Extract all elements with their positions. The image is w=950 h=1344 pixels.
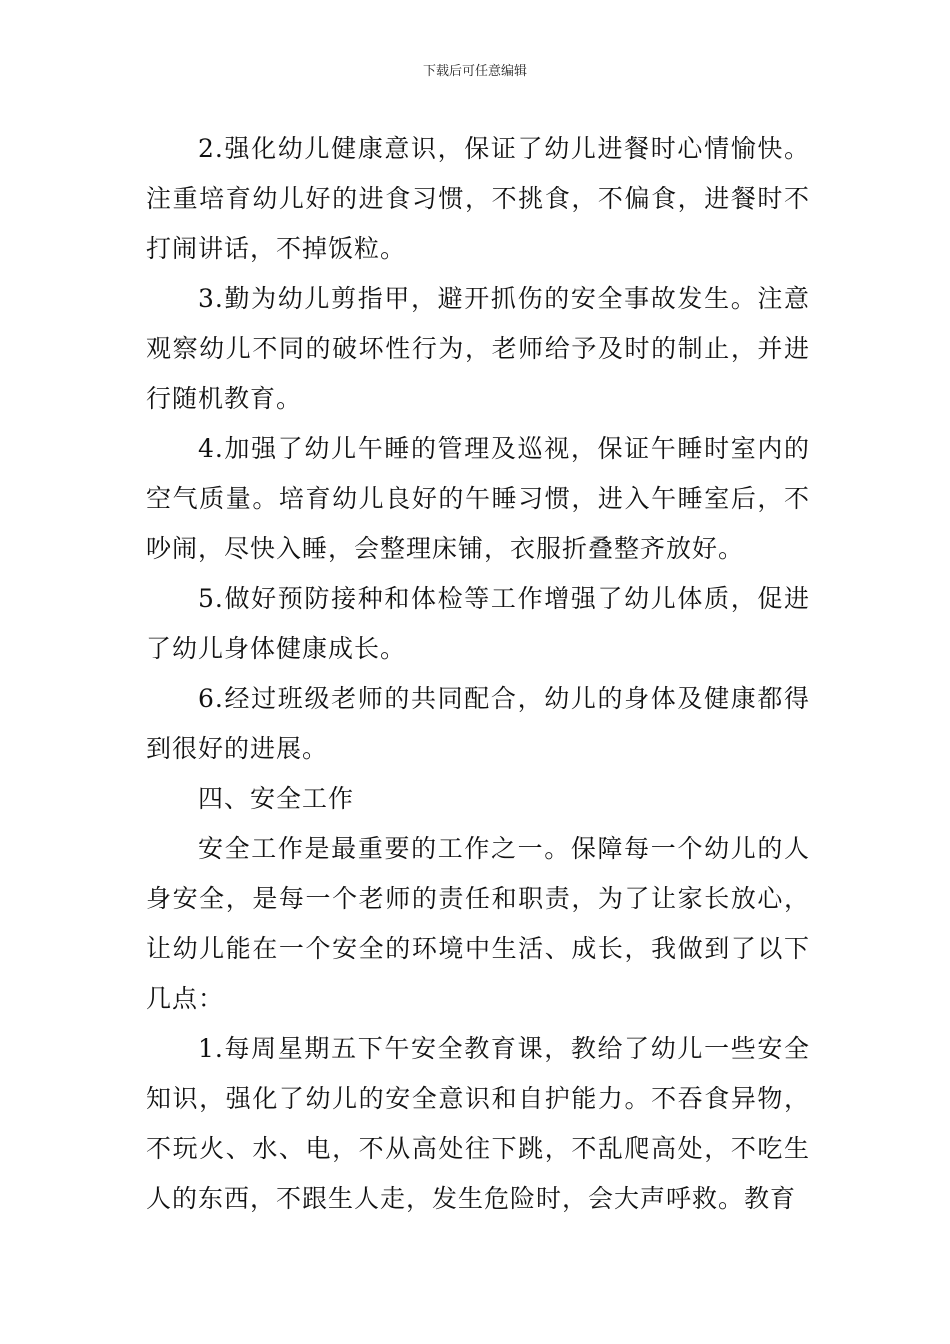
paragraph-health-awareness: 2.强化幼儿健康意识，保证了幼儿进餐时心情愉快。注重培育幼儿好的进食习惯，不挑食，不偏食，进餐时不打闹讲话，不掉饭粒。 [146, 134, 810, 263]
paragraph-nail-trimming: 3.勤为幼儿剪指甲，避开抓伤的安全事故发生。注意观察幼儿不同的破坏性行为，老师给予及时的制止，并进行随机教育。 [146, 284, 810, 413]
paragraph-vaccination: 5.做好预防接种和体检等工作增强了幼儿体质，促进了幼儿身体健康成长。 [146, 584, 810, 663]
paragraph-safety-intro: 安全工作是最重要的工作之一。保障每一个幼儿的人身安全，是每一个老师的责任和职责，为了让家长放心，让幼儿能在一个安全的环境中生活、成长，我做到了以下几点： [146, 834, 810, 1013]
paragraph-safety-lessons: 1.每周星期五下午安全教育课，教给了幼儿一些安全知识，强化了幼儿的安全意识和自护能力。不吞食异物，不玩火、水、电，不从高处往下跳，不乱爬高处，不吃生人的东西，不跟生人走，发生危险时，会大声呼救。教育 [146, 1034, 810, 1213]
document-body [146, 124, 810, 1224]
header-note: 下载后可任意编辑 [422, 64, 527, 79]
paragraph-nap-management: 4.加强了幼儿午睡的管理及巡视，保证午睡时室内的空气质量。培育幼儿良好的午睡习惯，进入午睡室后，不吵闹，尽快入睡，会整理床铺，衣服折叠整齐放好。 [146, 434, 810, 563]
paragraph-teacher-cooperation: 6.经过班级老师的共同配合，幼儿的身体及健康都得到很好的进展。 [146, 684, 810, 763]
section-heading-safety: 四、安全工作 [198, 784, 355, 813]
